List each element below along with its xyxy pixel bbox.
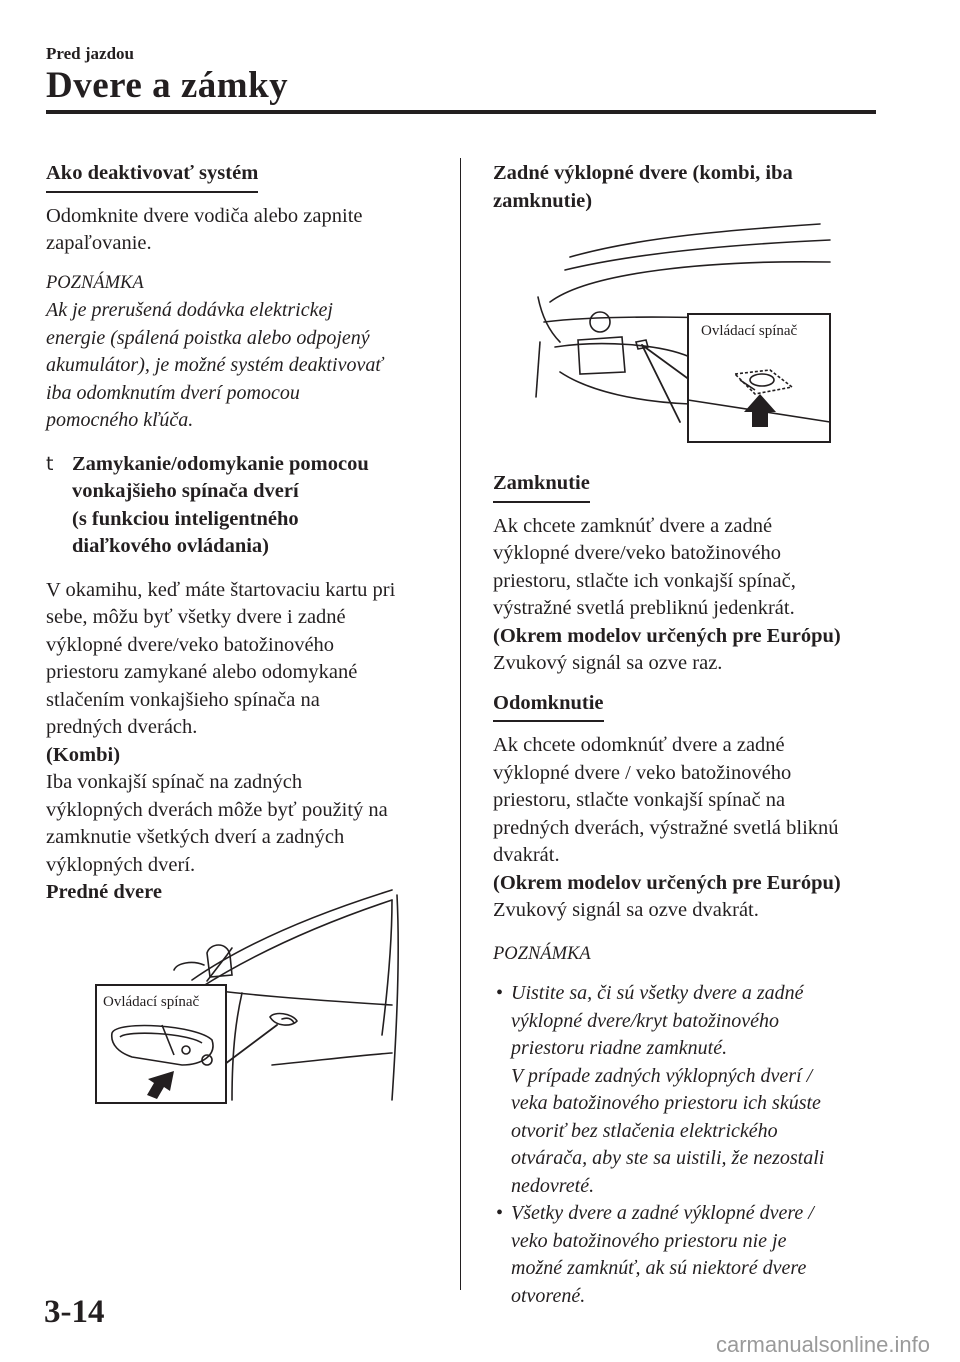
front-door-illustration bbox=[92, 885, 432, 1110]
unlock-sound: Zvukový signál sa ozve dvakrát. bbox=[493, 899, 759, 921]
lock-sound: Zvukový signál sa ozve raz. bbox=[493, 652, 723, 674]
section-label: Pred jazdou bbox=[46, 44, 134, 63]
body-line-6: predných dverách. bbox=[46, 716, 198, 738]
right-note-label: POZNÁMKA bbox=[493, 943, 591, 964]
note-label: POZNÁMKA bbox=[46, 272, 144, 293]
smart-key-heading-line-2: vonkajšieho spínača dverí bbox=[72, 480, 299, 502]
bullet-mark: t bbox=[46, 452, 54, 475]
note-line-3: akumulátor), je možné systém deaktivovať bbox=[46, 354, 383, 376]
lock-line-2: výklopné dvere/veko batožinového bbox=[493, 542, 782, 564]
note-line-5: pomocného kľúča. bbox=[46, 409, 194, 431]
body-line-5: stlačením vonkajšieho spínača na bbox=[46, 688, 320, 711]
note-line-2: energie (spálená poistka alebo odpojený bbox=[46, 326, 370, 349]
rear-liftgate-illustration bbox=[530, 222, 835, 447]
kombi-line-1: Iba vonkajší spínač na zadných bbox=[46, 771, 303, 793]
unlock-line-3: priestoru, stlačte vonkajší spínač na bbox=[493, 789, 786, 811]
note-item-2: • Všetky dvere a zadné výklopné dvere / veko batožinového priestoru nie je možné zamknúť, ak sú niektoré dvere otvorené. bbox=[496, 1202, 814, 1307]
rear-switch-label: Ovládací spínač bbox=[698, 322, 800, 341]
note-line-4: iba odomknutím dverí pomocou bbox=[46, 381, 300, 404]
lock-line-1: Ak chcete zamknúť dvere a zadné bbox=[493, 514, 773, 537]
body-line-3: výklopné dvere/veko batožinového bbox=[46, 633, 335, 656]
except-europe-2: (Okrem modelov určených pre Európu) bbox=[493, 871, 841, 894]
deactivate-heading: Ako deaktivovať systém bbox=[46, 160, 258, 193]
right-column-top bbox=[493, 160, 883, 215]
right-column-bottom bbox=[493, 470, 883, 1310]
deactivate-line-2: zapaľovanie. bbox=[46, 232, 152, 254]
rear-heading-line-2: zamknutie) bbox=[493, 189, 593, 212]
note-bullet: • bbox=[496, 1202, 504, 1224]
rear-heading-line-1: Zadné výklopné dvere (kombi, iba bbox=[493, 162, 793, 184]
lock-line-3: priestoru, stlačte ich vonkajší spínač, bbox=[493, 569, 796, 592]
body-line-4: priestoru zamykané alebo odomykané bbox=[46, 661, 358, 683]
note-bullet: • bbox=[496, 982, 504, 1004]
smart-key-heading bbox=[46, 451, 441, 561]
kombi-line-2: výklopných dverách môže byť použitý na bbox=[46, 798, 388, 821]
unlock-line-2: výklopné dvere / veko batožinového bbox=[493, 761, 792, 784]
note-item-1: • Uistite sa, či sú všetky dvere a zadné výklopné dvere/kryt batožinového priestoru riadne zamknuté. V prípade zadných výklopných dverí / veka batožinového priestoru ich skúste otvoriť bez stlačenia elektrického otvárača, aby ste sa uistili, že nezostali nedovreté. bbox=[496, 982, 825, 1197]
smart-key-heading-line-3: (s funkciou inteligentného bbox=[72, 507, 299, 530]
body-line-1: V okamihu, keď máte štartovaciu kartu pri bbox=[46, 578, 396, 601]
deactivate-line-1: Odomknite dvere vodiča alebo zapnite bbox=[46, 204, 363, 227]
smart-key-heading-line-1: Zamykanie/odomykanie pomocou bbox=[72, 452, 369, 475]
unlock-line-5: dvakrát. bbox=[493, 844, 560, 866]
kombi-line-4: výklopných dverí. bbox=[46, 853, 196, 876]
unlock-line-4: predných dverách, výstražné svetlá bliknú bbox=[493, 816, 839, 839]
header-divider bbox=[46, 110, 876, 114]
except-europe-1: (Okrem modelov určených pre Európu) bbox=[493, 624, 841, 647]
watermark: carmanualsonline.info bbox=[715, 1332, 930, 1357]
page-number: 3-14 bbox=[44, 1294, 105, 1330]
column-divider bbox=[460, 158, 461, 1290]
lock-heading: Zamknutie bbox=[493, 470, 590, 503]
note-list bbox=[493, 980, 883, 1310]
left-column bbox=[46, 160, 441, 907]
unlock-line-1: Ak chcete odomknúť dvere a zadné bbox=[493, 734, 785, 756]
body-line-2: sebe, môžu byť všetky dvere i zadné bbox=[46, 606, 346, 628]
smart-key-heading-line-4: diaľkového ovládania) bbox=[72, 535, 270, 557]
unlock-heading: Odomknutie bbox=[493, 690, 604, 723]
page-title: Dvere a zámky bbox=[46, 65, 289, 106]
note-line-1: Ak je prerušená dodávka elektrickej bbox=[46, 299, 333, 321]
kombi-line-3: zamknutie všetkých dverí a zadných bbox=[46, 826, 345, 848]
kombi-label: (Kombi) bbox=[46, 743, 121, 766]
lock-line-4: výstražné svetlá prebliknú jedenkrát. bbox=[493, 597, 795, 619]
front-switch-label: Ovládací spínač bbox=[100, 993, 202, 1012]
front-doors-label: Predné dvere bbox=[46, 881, 162, 903]
